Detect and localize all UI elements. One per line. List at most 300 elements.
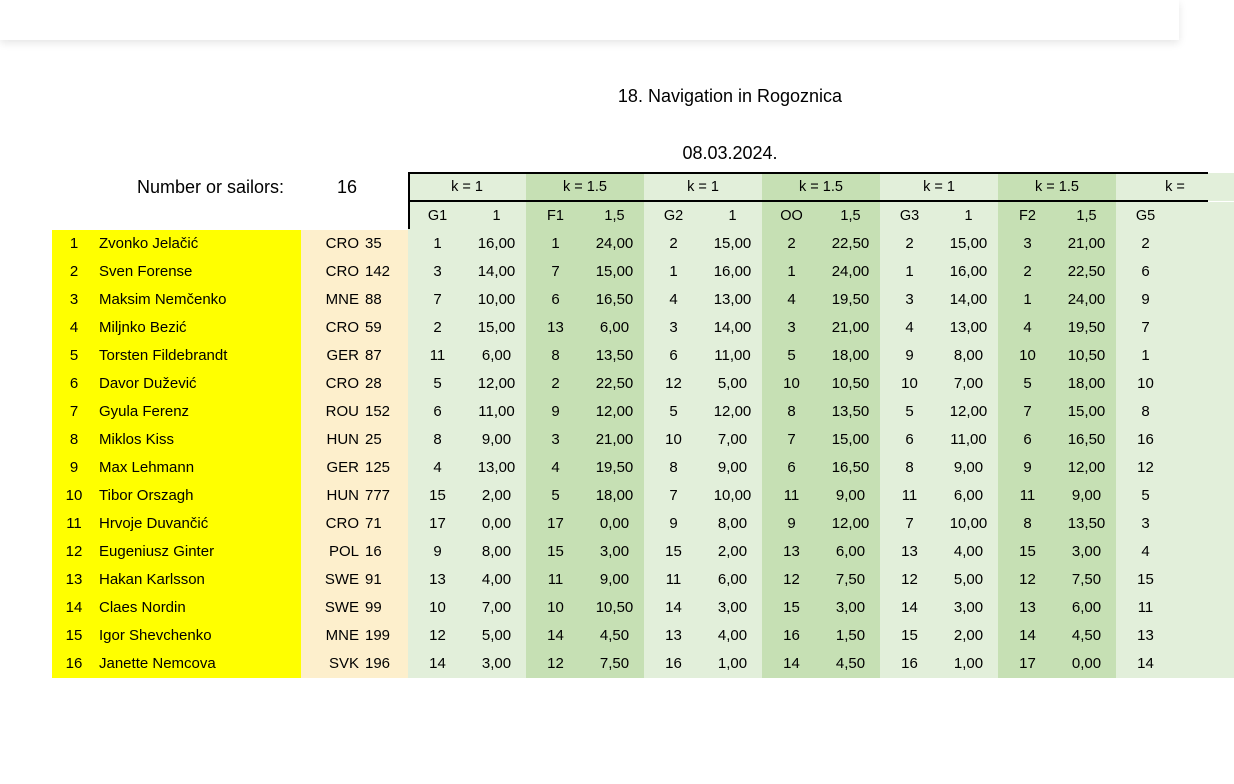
sail-number: 16 <box>359 538 408 566</box>
race-place: 5 <box>526 482 585 510</box>
race-points: 19,50 <box>821 286 880 314</box>
race-points: 10,50 <box>821 370 880 398</box>
race-points: 18,00 <box>585 482 644 510</box>
race-place: 6 <box>880 426 939 454</box>
race-points: 24,00 <box>1057 286 1116 314</box>
race-points: 10,00 <box>467 286 526 314</box>
race-place: 9 <box>998 454 1057 482</box>
race-points <box>1175 286 1234 314</box>
nation-code: SWE <box>301 566 359 594</box>
race-points: 9,00 <box>821 482 880 510</box>
race-points <box>1175 398 1234 426</box>
race-place: 8 <box>526 342 585 370</box>
sailor-name: Miljnko Bezić <box>96 314 301 342</box>
race-place: 12 <box>880 566 939 594</box>
race-code-header: F2 <box>998 202 1057 230</box>
race-coefficient-header: k = 1 <box>644 173 762 201</box>
sail-number: 125 <box>359 454 408 482</box>
race-place: 1 <box>1116 342 1175 370</box>
race-points: 3,00 <box>585 538 644 566</box>
sailor-name: Claes Nordin <box>96 594 301 622</box>
sail-number: 777 <box>359 482 408 510</box>
race-points: 6,00 <box>821 538 880 566</box>
race-place: 6 <box>644 342 703 370</box>
race-place: 11 <box>762 482 821 510</box>
race-place: 17 <box>998 650 1057 678</box>
race-place: 14 <box>880 594 939 622</box>
rank-cell: 1 <box>52 230 96 258</box>
race-points: 10,00 <box>939 510 998 538</box>
rank-cell: 7 <box>52 398 96 426</box>
race-points: 14,00 <box>939 286 998 314</box>
race-place: 15 <box>880 622 939 650</box>
race-points: 16,00 <box>467 230 526 258</box>
sail-number: 152 <box>359 398 408 426</box>
race-points: 0,00 <box>585 510 644 538</box>
race-points <box>1175 314 1234 342</box>
race-points: 3,00 <box>939 594 998 622</box>
rank-cell: 2 <box>52 258 96 286</box>
race-points <box>1175 230 1234 258</box>
race-place: 6 <box>1116 258 1175 286</box>
race-multiplier-header: 1 <box>939 202 998 230</box>
nation-code: CRO <box>301 510 359 538</box>
race-points: 21,00 <box>821 314 880 342</box>
race-points: 5,00 <box>939 566 998 594</box>
race-points: 13,50 <box>1057 510 1116 538</box>
race-place: 10 <box>408 594 467 622</box>
race-place: 16 <box>762 622 821 650</box>
race-place: 17 <box>526 510 585 538</box>
race-place: 1 <box>998 286 1057 314</box>
sailor-name: Maksim Nemčenko <box>96 286 301 314</box>
race-place: 1 <box>526 230 585 258</box>
sail-number: 28 <box>359 370 408 398</box>
page-title: 18. Navigation in Rogoznica <box>617 86 843 106</box>
race-place: 3 <box>526 426 585 454</box>
rank-cell: 14 <box>52 594 96 622</box>
race-place: 15 <box>526 538 585 566</box>
rank-cell: 15 <box>52 622 96 650</box>
race-coefficient-header: k = 1 <box>880 173 998 201</box>
race-place: 14 <box>762 650 821 678</box>
race-points: 7,00 <box>703 426 762 454</box>
race-place: 12 <box>408 622 467 650</box>
sailors-count-value: 16 <box>337 177 358 197</box>
race-points: 1,00 <box>939 650 998 678</box>
nation-code: CRO <box>301 314 359 342</box>
race-place: 5 <box>762 342 821 370</box>
race-place: 15 <box>408 482 467 510</box>
race-points: 1,00 <box>703 650 762 678</box>
race-points: 4,50 <box>1057 622 1116 650</box>
race-points: 15,00 <box>585 258 644 286</box>
race-points: 16,00 <box>703 258 762 286</box>
sail-number: 88 <box>359 286 408 314</box>
rank-cell: 6 <box>52 370 96 398</box>
rank-cell: 10 <box>52 482 96 510</box>
sailor-name: Max Lehmann <box>96 454 301 482</box>
sail-number: 199 <box>359 622 408 650</box>
rank-cell: 12 <box>52 538 96 566</box>
race-points <box>1175 538 1234 566</box>
race-multiplier-header <box>1175 202 1234 230</box>
rank-cell: 3 <box>52 286 96 314</box>
race-points: 7,50 <box>1057 566 1116 594</box>
race-points: 21,00 <box>1057 230 1116 258</box>
race-points: 12,00 <box>703 398 762 426</box>
race-place: 9 <box>644 510 703 538</box>
race-points: 15,00 <box>821 426 880 454</box>
race-code-header: G5 <box>1116 202 1175 230</box>
race-place: 13 <box>526 314 585 342</box>
race-place: 16 <box>880 650 939 678</box>
race-points: 12,00 <box>467 370 526 398</box>
sailor-name: Janette Nemcova <box>96 650 301 678</box>
sail-number: 59 <box>359 314 408 342</box>
race-points: 24,00 <box>821 258 880 286</box>
race-points: 22,50 <box>585 370 644 398</box>
race-points: 6,00 <box>585 314 644 342</box>
race-place: 16 <box>644 650 703 678</box>
race-place: 6 <box>526 286 585 314</box>
race-place: 9 <box>526 398 585 426</box>
race-place: 4 <box>998 314 1057 342</box>
race-code-header: G2 <box>644 202 703 230</box>
race-points: 4,50 <box>821 650 880 678</box>
race-place: 15 <box>762 594 821 622</box>
race-coefficient-header: k = 1.5 <box>762 173 880 201</box>
race-points: 16,50 <box>1057 426 1116 454</box>
race-place: 13 <box>1116 622 1175 650</box>
race-place: 7 <box>762 426 821 454</box>
race-points: 11,00 <box>939 426 998 454</box>
race-place: 3 <box>762 314 821 342</box>
race-place: 2 <box>1116 230 1175 258</box>
race-points: 2,00 <box>703 538 762 566</box>
race-place: 8 <box>644 454 703 482</box>
race-points: 10,50 <box>585 594 644 622</box>
race-points: 0,00 <box>1057 650 1116 678</box>
nation-code: POL <box>301 538 359 566</box>
race-place: 7 <box>1116 314 1175 342</box>
rank-cell: 13 <box>52 566 96 594</box>
sailor-name: Miklos Kiss <box>96 426 301 454</box>
race-points: 11,00 <box>703 342 762 370</box>
sail-number: 196 <box>359 650 408 678</box>
race-coefficient-header: k = <box>1116 173 1234 201</box>
race-place: 5 <box>998 370 1057 398</box>
race-place: 13 <box>644 622 703 650</box>
nation-code: CRO <box>301 370 359 398</box>
race-place: 6 <box>998 426 1057 454</box>
race-place: 17 <box>408 510 467 538</box>
race-place: 11 <box>1116 594 1175 622</box>
rank-cell: 8 <box>52 426 96 454</box>
nation-code: ROU <box>301 398 359 426</box>
race-place: 11 <box>644 566 703 594</box>
race-code-header: G1 <box>408 202 467 230</box>
race-place: 4 <box>762 286 821 314</box>
race-place: 8 <box>998 510 1057 538</box>
race-place: 14 <box>408 650 467 678</box>
race-points: 12,00 <box>939 398 998 426</box>
race-points: 3,00 <box>1057 538 1116 566</box>
race-place: 3 <box>998 230 1057 258</box>
rank-cell: 9 <box>52 454 96 482</box>
race-place: 10 <box>880 370 939 398</box>
race-place: 13 <box>998 594 1057 622</box>
race-points <box>1175 566 1234 594</box>
race-place: 14 <box>644 594 703 622</box>
race-place: 14 <box>1116 650 1175 678</box>
race-code-header: G3 <box>880 202 939 230</box>
race-points <box>1175 258 1234 286</box>
race-points: 3,00 <box>821 594 880 622</box>
race-place: 8 <box>408 426 467 454</box>
race-place: 4 <box>880 314 939 342</box>
race-place: 1 <box>762 258 821 286</box>
sail-number: 142 <box>359 258 408 286</box>
rank-cell: 5 <box>52 342 96 370</box>
nation-code: GER <box>301 342 359 370</box>
race-points <box>1175 622 1234 650</box>
race-place: 2 <box>998 258 1057 286</box>
race-place: 1 <box>644 258 703 286</box>
race-place: 10 <box>998 342 1057 370</box>
race-points: 13,50 <box>585 342 644 370</box>
race-place: 8 <box>880 454 939 482</box>
race-place: 3 <box>644 314 703 342</box>
race-place: 8 <box>762 398 821 426</box>
results-table <box>52 172 1185 678</box>
race-place: 12 <box>644 370 703 398</box>
race-place: 2 <box>880 230 939 258</box>
race-multiplier-header: 1,5 <box>585 202 644 230</box>
race-multiplier-header: 1,5 <box>821 202 880 230</box>
race-points: 6,00 <box>467 342 526 370</box>
race-points: 12,00 <box>585 398 644 426</box>
race-points: 22,50 <box>821 230 880 258</box>
sail-number: 91 <box>359 566 408 594</box>
race-points: 4,00 <box>467 566 526 594</box>
nation-code: GER <box>301 454 359 482</box>
nation-code: HUN <box>301 482 359 510</box>
race-points <box>1175 650 1234 678</box>
race-place: 13 <box>880 538 939 566</box>
race-points: 13,50 <box>821 398 880 426</box>
race-points <box>1175 370 1234 398</box>
race-points: 22,50 <box>1057 258 1116 286</box>
race-place: 11 <box>408 342 467 370</box>
race-place: 12 <box>526 650 585 678</box>
race-place: 11 <box>998 482 1057 510</box>
sailor-name: Sven Forense <box>96 258 301 286</box>
race-points: 16,50 <box>821 454 880 482</box>
race-coefficient-header: k = 1 <box>408 173 526 201</box>
race-points: 13,00 <box>703 286 762 314</box>
race-place: 5 <box>408 370 467 398</box>
race-place: 15 <box>998 538 1057 566</box>
race-place: 13 <box>762 538 821 566</box>
race-place: 9 <box>762 510 821 538</box>
race-points: 3,00 <box>703 594 762 622</box>
race-place: 4 <box>526 454 585 482</box>
nation-code: CRO <box>301 258 359 286</box>
race-points: 8,00 <box>467 538 526 566</box>
race-place: 9 <box>1116 286 1175 314</box>
race-points: 24,00 <box>585 230 644 258</box>
rank-cell: 16 <box>52 650 96 678</box>
race-points <box>1175 454 1234 482</box>
race-points <box>1175 510 1234 538</box>
race-coefficient-header: k = 1.5 <box>998 173 1116 201</box>
top-toolbar-strip <box>0 0 1179 40</box>
race-points: 15,00 <box>703 230 762 258</box>
race-points: 2,00 <box>939 622 998 650</box>
race-points <box>1175 482 1234 510</box>
race-points: 18,00 <box>821 342 880 370</box>
race-place: 9 <box>880 342 939 370</box>
race-place: 7 <box>644 482 703 510</box>
race-place: 11 <box>526 566 585 594</box>
race-place: 7 <box>880 510 939 538</box>
sailor-name: Hrvoje Duvančić <box>96 510 301 538</box>
race-place: 2 <box>762 230 821 258</box>
race-place: 1 <box>408 230 467 258</box>
race-points: 6,00 <box>1057 594 1116 622</box>
header-border <box>408 172 410 229</box>
race-points: 9,00 <box>585 566 644 594</box>
nation-code: CRO <box>301 230 359 258</box>
sail-number: 25 <box>359 426 408 454</box>
race-points <box>1175 342 1234 370</box>
race-points: 8,00 <box>703 510 762 538</box>
race-points: 4,00 <box>939 538 998 566</box>
race-points: 7,50 <box>585 650 644 678</box>
race-points: 13,00 <box>467 454 526 482</box>
race-points: 11,00 <box>467 398 526 426</box>
race-place: 15 <box>1116 566 1175 594</box>
race-points: 7,50 <box>821 566 880 594</box>
race-place: 14 <box>998 622 1057 650</box>
race-points: 19,50 <box>1057 314 1116 342</box>
race-place: 5 <box>880 398 939 426</box>
race-place: 6 <box>408 398 467 426</box>
nation-code: MNE <box>301 286 359 314</box>
sail-number: 35 <box>359 230 408 258</box>
sailor-name: Torsten Fildebrandt <box>96 342 301 370</box>
race-points <box>1175 594 1234 622</box>
race-multiplier-header: 1 <box>703 202 762 230</box>
rank-cell: 4 <box>52 314 96 342</box>
race-points: 9,00 <box>939 454 998 482</box>
race-place: 5 <box>644 398 703 426</box>
race-points: 19,50 <box>585 454 644 482</box>
header-border <box>408 200 1208 202</box>
race-place: 5 <box>1116 482 1175 510</box>
race-multiplier-header: 1 <box>467 202 526 230</box>
race-place: 8 <box>1116 398 1175 426</box>
nation-code: SVK <box>301 650 359 678</box>
race-points: 14,00 <box>467 258 526 286</box>
race-points: 10,50 <box>1057 342 1116 370</box>
race-place: 11 <box>880 482 939 510</box>
race-points: 16,00 <box>939 258 998 286</box>
race-code-header: OO <box>762 202 821 230</box>
race-place: 7 <box>408 286 467 314</box>
sailor-name: Davor Dužević <box>96 370 301 398</box>
race-points: 4,00 <box>703 622 762 650</box>
race-points: 0,00 <box>467 510 526 538</box>
nation-code: HUN <box>301 426 359 454</box>
race-points: 8,00 <box>939 342 998 370</box>
race-place: 9 <box>408 538 467 566</box>
nation-code: MNE <box>301 622 359 650</box>
race-points: 1,50 <box>821 622 880 650</box>
sailor-name: Tibor Orszagh <box>96 482 301 510</box>
race-points: 7,00 <box>939 370 998 398</box>
race-place: 10 <box>762 370 821 398</box>
race-place: 4 <box>1116 538 1175 566</box>
sailor-name: Hakan Karlsson <box>96 566 301 594</box>
race-place: 14 <box>526 622 585 650</box>
race-place: 7 <box>998 398 1057 426</box>
race-points: 14,00 <box>703 314 762 342</box>
race-points: 2,00 <box>467 482 526 510</box>
race-place: 3 <box>1116 510 1175 538</box>
race-place: 2 <box>644 230 703 258</box>
race-points: 12,00 <box>1057 454 1116 482</box>
race-points: 9,00 <box>1057 482 1116 510</box>
race-points: 6,00 <box>939 482 998 510</box>
race-points: 9,00 <box>467 426 526 454</box>
race-points: 5,00 <box>703 370 762 398</box>
race-points: 13,00 <box>939 314 998 342</box>
race-place: 1 <box>880 258 939 286</box>
race-coefficient-header: k = 1.5 <box>526 173 644 201</box>
sailor-name: Gyula Ferenz <box>96 398 301 426</box>
race-points: 7,00 <box>467 594 526 622</box>
race-place: 6 <box>762 454 821 482</box>
sailor-name: Eugeniusz Ginter <box>96 538 301 566</box>
race-points <box>1175 426 1234 454</box>
race-place: 2 <box>408 314 467 342</box>
race-points: 4,50 <box>585 622 644 650</box>
header-border <box>408 172 1208 174</box>
race-points: 5,00 <box>467 622 526 650</box>
sailor-name: Igor Shevchenko <box>96 622 301 650</box>
race-points: 21,00 <box>585 426 644 454</box>
race-place: 10 <box>1116 370 1175 398</box>
sail-number: 99 <box>359 594 408 622</box>
race-points: 6,00 <box>703 566 762 594</box>
race-points: 12,00 <box>821 510 880 538</box>
race-points: 9,00 <box>703 454 762 482</box>
race-place: 10 <box>526 594 585 622</box>
race-place: 12 <box>1116 454 1175 482</box>
race-multiplier-header: 1,5 <box>1057 202 1116 230</box>
race-place: 4 <box>644 286 703 314</box>
nation-code: SWE <box>301 594 359 622</box>
sail-number: 87 <box>359 342 408 370</box>
race-place: 15 <box>644 538 703 566</box>
race-points: 15,00 <box>1057 398 1116 426</box>
race-points: 18,00 <box>1057 370 1116 398</box>
race-place: 4 <box>408 454 467 482</box>
race-place: 13 <box>408 566 467 594</box>
race-place: 12 <box>762 566 821 594</box>
